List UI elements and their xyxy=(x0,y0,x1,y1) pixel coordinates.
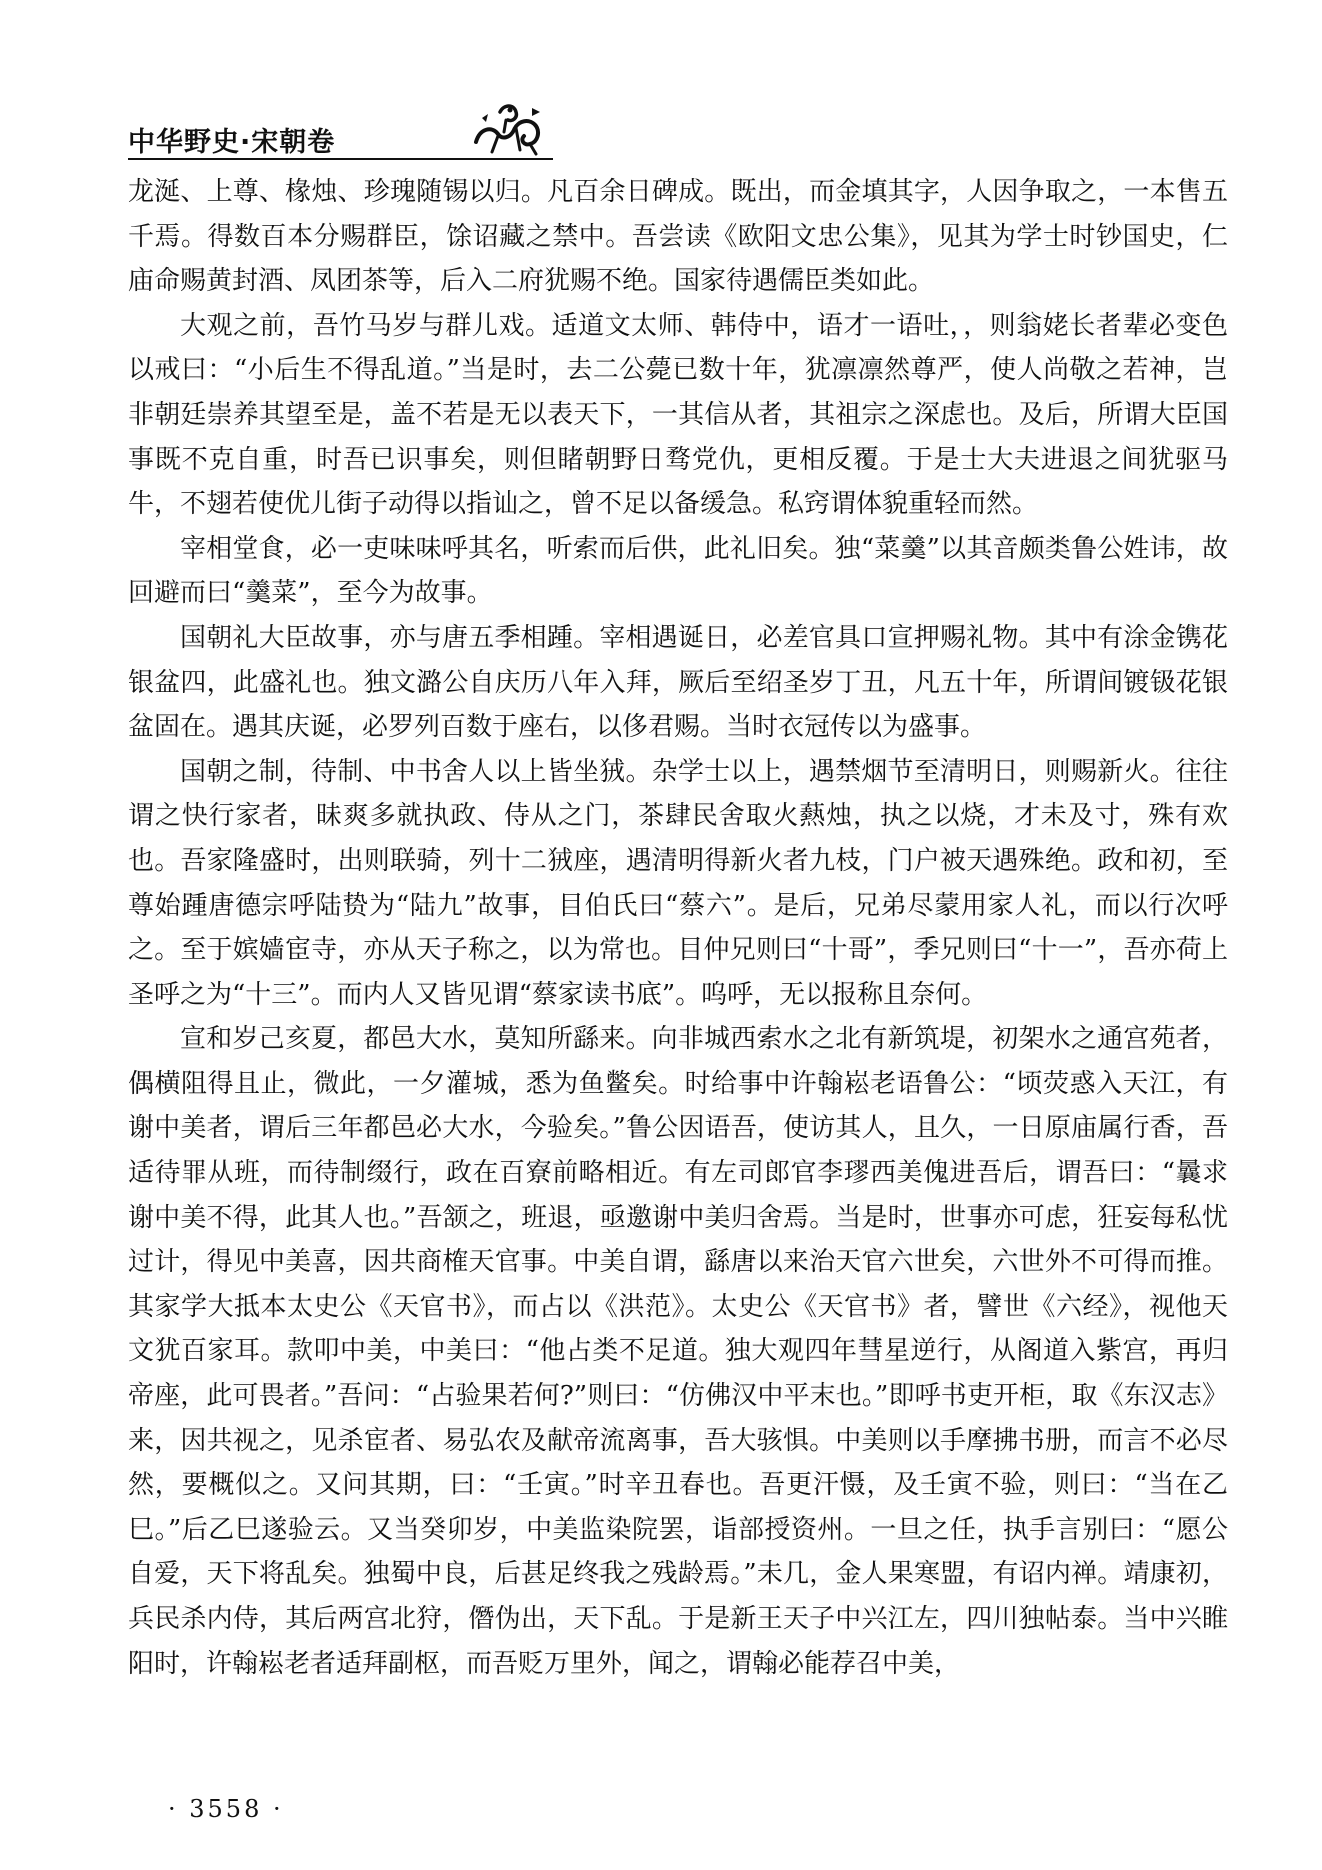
paragraph: 国朝之制，待制、中书舍人以上皆坐狨。杂学士以上，遇禁烟节至清明日，则赐新火。往往谓之快行家者，昧爽多就执政、侍从之门，茶肆民舍取火爇烛，执之以烧，才未及寸，殊有欢也。吾家隆盛时，出则联骑，列十二狨座，遇清明得新火者九枝，门户被天遇殊绝。政和初，至尊始踵唐德宗呼陆贽为“陆九”故事，目伯氏曰“蔡六”。是后，兄弟尽蒙用家人礼，而以行次呼之。至于嫔嫱宦寺，亦从天子称之，以为常也。目仲兄则曰“十哥”，季兄则曰“十一”，吾亦荷上圣呼之为“十三”。而内人又皆见谓“蔡家读书底”。呜呼，无以报称且奈何。 xyxy=(128,756,1228,1010)
paragraph: 宣和岁己亥夏，都邑大水，莫知所繇来。向非城西索水之北有新筑堤，初架水之通宫苑者，偶横阻得且止，微此，一夕灌城，悉为鱼鳖矣。时给事中许翰崧老语鲁公：“顷荧惑入天江，有谢中美者，谓后三年都邑必大水，今验矣。”鲁公因语吾，使访其人，且久，一日原庙属行香，吾适待罪从班，而待制缀行，政在百寮前略相近。有左司郎官李璆西美傀进吾后，谓吾曰：“曩求谢中美不得，此其人也。”吾颔之，班退，亟邀谢中美归舍焉。当是时，世事亦可虑，狂妄每私忧过计，得见中美喜，因共商榷天官事。中美自谓，繇唐以来治天官六世矣，六世外不可得而推。其家学大抵本太史公《天官书》，而占以《洪范》。太史公《天官书》者，譬世《六经》，视他天文犹百家耳。款叩中美，中美曰：“他占类不足道。独大观四年彗星逆行，从阁道入紫宫，再归帝座，此可畏者。”吾问：“占验果若何?”则曰：“仿佛汉中平末也。”即呼书吏开柜，取《东汉志》来，因共视之，见杀宦者、易弘农及献帝流离事，吾大骇惧。中美则以手摩拂书册，而言不必尽然，要概似之。又问其期，曰：“壬寅。”时辛丑春也。吾更汗慑，及壬寅不验，则曰：“当在乙巳。”后乙巳遂验云。又当癸卯岁，中美监染院罢，诣部授资州。一旦之任，执手言别曰：“愿公自爱，天下将乱矣。独蜀中良，后甚足终我之残龄焉。”未几，金人果寒盟，有诏内禅。靖康初，兵民杀内侍，其后两宫北狩，僭伪出，天下乱。于是新王天子中兴江左，四川独帖泰。当中兴睢阳时，许翰崧老者适拜副枢，而吾贬万里外，闻之，谓翰必能荐召中美， xyxy=(128,1024,1228,1679)
body-text xyxy=(128,170,1228,1686)
header-title: 中华野史·宋朝卷 xyxy=(128,127,336,158)
page-number: · 3558 · xyxy=(168,1795,284,1823)
header-rule xyxy=(128,158,553,160)
paragraph: 龙涎、上尊、椽烛、珍瑰随锡以归。凡百余日碑成。既出，而金填其字，人因争取之，一本售五千焉。得数百本分赐群臣，馀诏藏之禁中。吾尝读《欧阳文忠公集》，见其为学士时钞国史，仁庙命赐黄封酒、凤团茶等，后入二府犹赐不绝。国家待遇儒臣类如此。 xyxy=(128,177,1228,297)
dragon-emblem-icon xyxy=(470,98,548,160)
paragraph: 宰相堂食，必一吏味味呼其名，听索而后供，此礼旧矣。独“菜羹”以其音颇类鲁公姓讳，故回避而曰“羹菜”，至今为故事。 xyxy=(128,533,1228,609)
paragraph: 国朝礼大臣故事，亦与唐五季相踵。宰相遇诞日，必差官具口宣押赐礼物。其中有涂金镌花银盆四，此盛礼也。独文潞公自庆历八年入拜，厥后至绍圣岁丁丑，凡五十年，所谓间镀钑花银盆固在。遇其庆诞，必罗列百数于座右，以侈君赐。当时衣冠传以为盛事。 xyxy=(128,622,1228,743)
paragraph: 大观之前，吾竹马岁与群儿戏。适道文太师、韩侍中，语才一语吐，，则翁姥长者辈必变色以戒曰：“小后生不得乱道。”当是时，去二公薨已数十年，犹凛凛然尊严，使人尚敬之若神，岂非朝廷崇养其望至是，盖不若是无以表天下，一其信从者，其祖宗之深虑也。及后，所谓大臣国事既不克自重，时吾已识事矣，则但睹朝野日骛党仇，更相反覆。于是士大夫进退之间犹驱马牛，不翅若使优儿街子动得以指讪之，曾不足以备缓急。私窍谓体貌重轻而然。 xyxy=(128,310,1228,520)
